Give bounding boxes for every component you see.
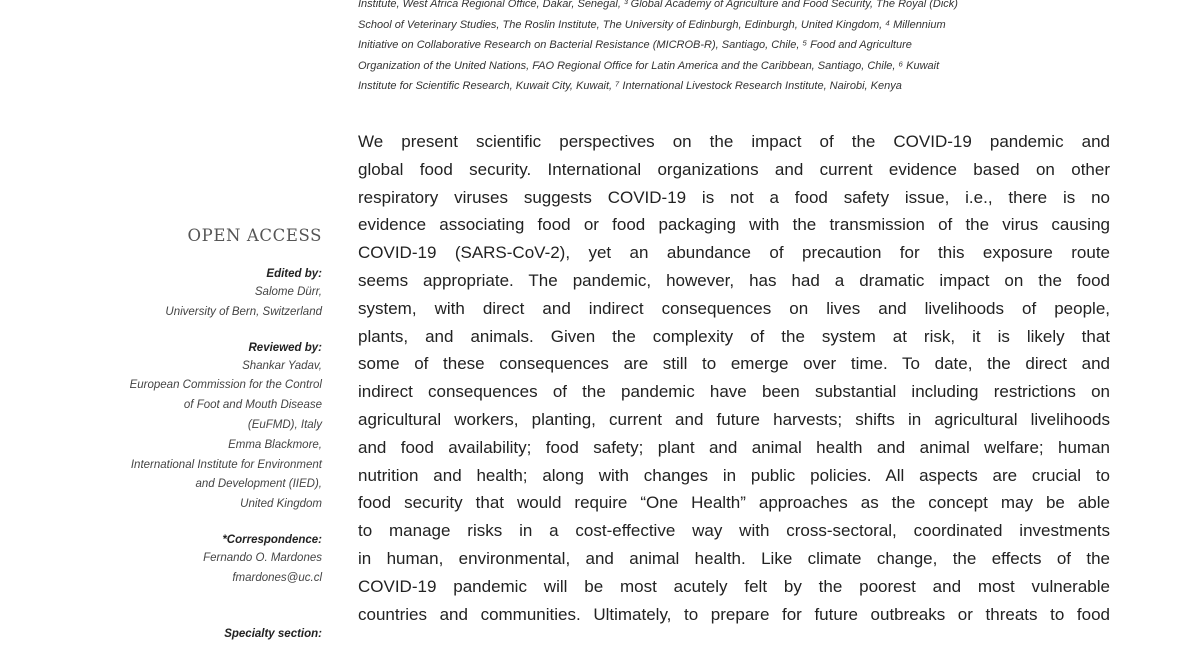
abstract-line: global food security. International organizations and current evidence based on other: [358, 159, 1110, 179]
correspondence-section: [82, 531, 322, 589]
reviewer-line: United Kingdom: [240, 498, 322, 511]
affiliation-line: Initiative on Collaborative Research on Bacterial Resistance (MICROB-R), Santiago, Chile, ⁵ Food and Agriculture: [358, 39, 912, 51]
reviewer-line: of Foot and Mouth Disease: [183, 399, 322, 412]
abstract: [358, 128, 1110, 628]
affiliation-line: Institute for Scientific Research, Kuwait City, Kuwait, ⁷ International Livestock Research Institute, Nairobi, Kenya: [358, 80, 902, 92]
abstract-line: in human, environmental, and animal health. Like climate change, the effects of the: [358, 548, 1110, 568]
specialty-section: [82, 625, 322, 643]
affiliation-line: School of Veterinary Studies, The Roslin Institute, The University of Edinburgh, Edinburgh, United Kingdom, ⁴ Millennium: [358, 18, 946, 31]
reviewed-by-section: [82, 339, 322, 515]
abstract-line: COVID-19 pandemic will be most acutely felt by the poorest and most vulnerable: [358, 576, 1110, 596]
abstract-line: indirect consequences of the pandemic have been substantial including restrictions on: [358, 382, 1110, 402]
article-sidebar: [82, 226, 322, 649]
abstract-line: to manage risks in a cost-effective way with cross-sectoral, coordinated investments: [358, 521, 1110, 541]
abstract-line: We present scientific perspectives on the impact of the COVID-19 pandemic and: [358, 132, 1110, 151]
reviewer-line: Shankar Yadav,: [242, 359, 322, 372]
abstract-line: some of these consequences are still to emerge over time. To date, the direct and: [358, 354, 1110, 374]
abstract-line: agricultural workers, planting, current and future harvests; shifts in agricultural livelihoods: [358, 409, 1110, 429]
reviewer-line: International Institute for Environment: [130, 458, 322, 471]
correspondent-email-link[interactable]: fmardones@uc.cl: [232, 571, 322, 584]
affiliations-block: [358, 0, 1118, 97]
affiliation-line: Organization of the United Nations, FAO Regional Office for Latin America and the Caribbean, Santiago, Chile, ⁶ Kuwait: [358, 59, 940, 72]
reviewer-line: European Commission for the Control: [129, 379, 322, 392]
editor-line: University of Bern, Switzerland: [165, 305, 322, 318]
abstract-line: evidence associating food or food packaging with the transmission of the virus causing: [358, 215, 1110, 235]
reviewer-line: and Development (IIED),: [195, 478, 322, 491]
correspondence-title: *Correspondence:: [222, 533, 322, 546]
affiliation-line: Institute, West Africa Regional Office, Dakar, Senegal, ³ Global Academy of Agriculture and Food Security, The Royal (Dick): [358, 0, 958, 10]
abstract-line: countries and communities. Ultimately, to prepare for future outbreaks or threats to food: [358, 604, 1110, 624]
specialty-section-title: Specialty section:: [224, 627, 322, 640]
editor-line: Salome Dürr,: [254, 286, 322, 298]
reviewer-line: Emma Blackmore,: [228, 438, 322, 451]
abstract-line: food security that would require “One Health” approaches as the concept may be able: [358, 493, 1110, 513]
reviewer-line: (EuFMD), Italy: [247, 418, 322, 431]
correspondent-name: Fernando O. Mardones: [203, 551, 322, 564]
abstract-line: seems appropriate. The pandemic, however, has had a dramatic impact on the food: [358, 270, 1110, 290]
abstract-line: COVID-19 (SARS-CoV-2), yet an abundance of precaution for this exposure route: [358, 243, 1110, 263]
abstract-line: system, with direct and indirect consequences on lives and livelihoods of people,: [358, 298, 1110, 318]
abstract-line: and food availability; food safety; plant and animal health and animal welfare; human: [358, 437, 1110, 457]
edited-by-section: [82, 265, 322, 323]
abstract-line: plants, and animals. Given the complexity of the system at risk, it is likely that: [358, 326, 1110, 346]
abstract-line: respiratory viruses suggests COVID-19 is not a food safety issue, i.e., there is no: [358, 187, 1110, 207]
abstract-line: nutrition and health; along with changes in public policies. All aspects are crucial to: [358, 465, 1110, 485]
open-access-label: OPEN ACCESS: [187, 226, 322, 245]
reviewed-by-title: Reviewed by:: [248, 341, 322, 354]
edited-by-title: Edited by:: [266, 268, 322, 280]
